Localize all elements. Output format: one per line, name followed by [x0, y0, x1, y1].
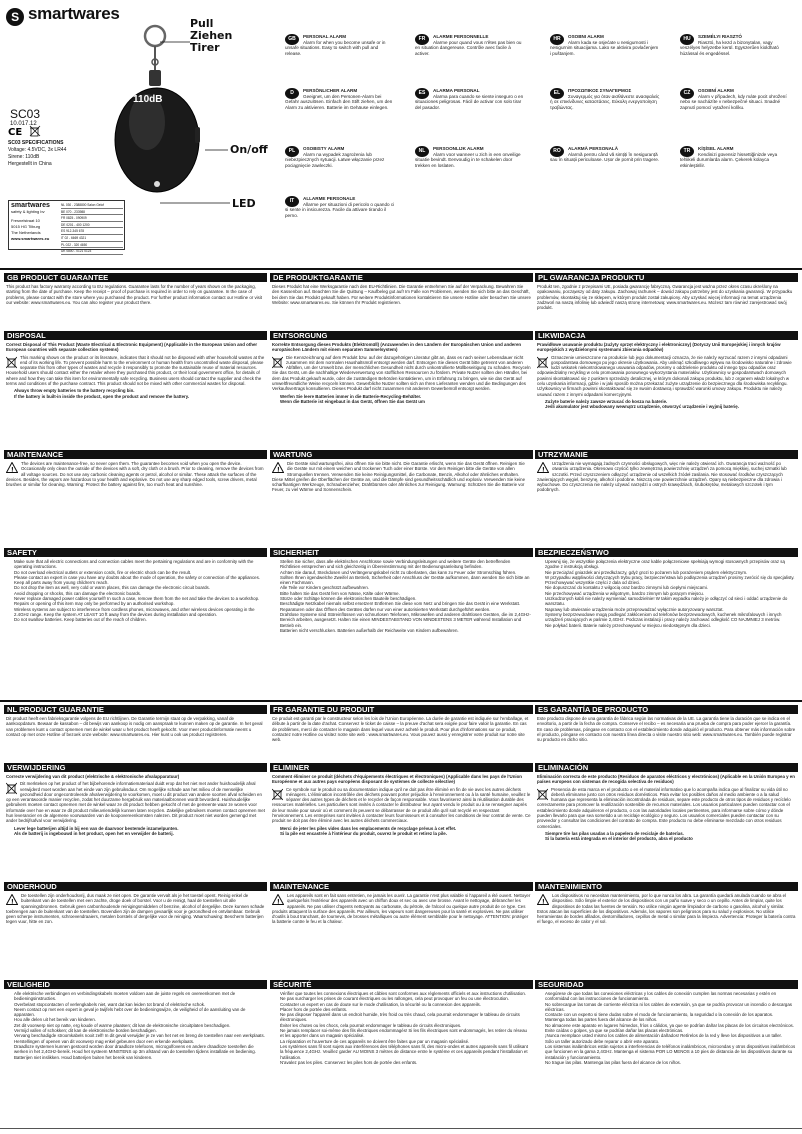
- section-heading: MAINTENANCE: [4, 450, 267, 459]
- warning-icon: [272, 894, 284, 905]
- section-heading: ES GARANTÍA DE PRODUCTO: [535, 705, 798, 714]
- list-item: • Bitte halten Sie das Gerät fern von Nässe, Kälte oder Wärme.: [280, 591, 531, 596]
- section-heading: WARTUNG: [270, 450, 533, 459]
- disposal-bullets: [6, 826, 265, 837]
- decibel-label: 110dB: [133, 94, 163, 105]
- column-de: [270, 273, 533, 698]
- list-item: • Placer hors de portée des enfants.: [280, 1007, 531, 1012]
- svg-text:!: !: [542, 466, 545, 473]
- onoff-label: On/off: [230, 143, 268, 156]
- list-item: • Hou alle delen uit het bereik van kinderen.: [14, 1017, 265, 1022]
- section-heading: SÉCURITÉ: [270, 980, 533, 989]
- list-item: • Neem contact op met een expert in geval je twijfels hebt over de bedieningswijze, de veiligheid of de aansluiting van de apparaten.: [14, 1007, 265, 1018]
- list-item: • Alle Teile vor Kindern geschützt aufbewahren.: [280, 585, 531, 590]
- section-heading: ELIMINER: [270, 763, 533, 772]
- svg-text:!: !: [277, 898, 280, 905]
- list-item: • Przechowywać wszystkie części z dala od dzieci.: [545, 580, 796, 585]
- hotline-row: DE 0201 - 400 1200: [61, 222, 123, 229]
- brand-logo: S smartwares: [6, 4, 120, 26]
- list-item: • N'avalez pas les piles. Conservez les piles hors de portée des enfants.: [280, 1060, 531, 1065]
- list-item: • Contacte con un experto si tiene dudas sobre el modo de funcionamiento, la seguridad o la conexión de los aparatos.: [545, 1012, 796, 1017]
- list-item: • Please contact an expert in case you have any doubts about the mode of operation, the safety or connection of the appliances.: [14, 575, 265, 580]
- lang-item-ro: RO ALARMĂ PERSONALĂ Alarmă pentru când vă simțiți în nesiguranță sau în situații periculoase. Ușor de pornit prin tragere.: [550, 146, 660, 163]
- section-heading: ELIMINACIÓN: [535, 763, 798, 772]
- column-pl: [535, 273, 798, 698]
- hotline-row: ES 912-345 678: [61, 228, 123, 235]
- list-item: • Repairs or opening of this item may only be performed by an authorised workshop.: [14, 601, 265, 606]
- language-descriptions: [285, 34, 800, 264]
- list-item: • Achten Sie darauf, Steckdosen und Verlängerungskabel nicht zu überlasten, das kann zu Feuer oder Stromschlag führen.: [280, 570, 531, 575]
- svg-text:CE: CE: [8, 127, 23, 137]
- warning-icon: [6, 462, 18, 473]
- safety-list: [537, 991, 796, 1065]
- section-heading: MAINTENANCE: [270, 882, 533, 891]
- list-item: • Si la batería está integrada en el interior del producto, abra el producto: [545, 836, 796, 841]
- disposal-bullets: [272, 394, 531, 405]
- warning-icon: [537, 462, 549, 473]
- wheelie-bin-icon: [272, 788, 283, 801]
- lang-item-de: D PERSÖNLICHER ALARM Geeignet, um den Personen-Alarm bei Gefahr auszulösen. Einfach den Stift ziehen, um den Alarm zu aktivieren. Batterie im Gehäuse einlegen.: [285, 88, 393, 110]
- section-heading: DE PRODUKTGARANTIE: [270, 273, 533, 282]
- list-item: • Do not overload electrical outlets or extension cords, fire or electric shock can be the result.: [14, 570, 265, 575]
- safety-list: [6, 991, 265, 1060]
- section-heading: UTRZYMANIE: [535, 450, 798, 459]
- hotline-row: IT 02 - 6669 4321: [61, 235, 123, 242]
- section-heading: GB PRODUCT GUARANTEE: [4, 273, 267, 282]
- section-heading: ONDERHOUD: [4, 882, 267, 891]
- list-item: • Vervang beschadigde stroomkabels nooit zelf! In dit geval verwijder je ze van het net en breng de toestellen naar een werkplaats.: [14, 1033, 265, 1038]
- model-code: 10.017.12: [10, 121, 37, 127]
- list-item: • Batterijen niet inslikken. Houd batterijen buiten het bereik van kinderen.: [14, 1055, 265, 1060]
- list-item: • Keep all parts away from young children's reach.: [14, 580, 265, 585]
- list-item: • Vérifier que toutes les connexions électriques et câbles sont conformes aux règlements officiels et aux instructions d'utilisation.: [280, 991, 531, 996]
- list-item: • Always throw empty batteries to the battery recycling bin.: [14, 388, 265, 393]
- warning-icon: [537, 894, 549, 905]
- disposal-bullets: [537, 399, 796, 410]
- hotline-row: PL 022 - 320 4650: [61, 242, 123, 249]
- divider: [0, 1128, 802, 1129]
- section-heading: BEZPIECZEŃSTWO: [535, 548, 798, 557]
- list-item: • Make sure that all electric connections and connection cables meet the pertaining regulations and are in conformity with the operating instructions.: [14, 559, 265, 570]
- list-item: • Batterien nicht verschlucken. Batterien außerhalb der Reichweite von Kindern aufbewahren.: [280, 628, 531, 633]
- list-item: • Herstellingen of openen van dit voorwerp mag enkel gebeuren door een erkende werkplaats.: [14, 1039, 265, 1044]
- list-item: • Sollten Ihnen irgendwelche Zweifel an Betrieb, Sicherheit oder Anschluss der Geräte aufkommen, dann wenden Sie sich bitte an einen Fachmann.: [280, 575, 531, 586]
- list-item: • Als de batterij is ingebouwd in het product, open het en verwijder de batterij.: [14, 831, 265, 836]
- list-item: • Beschädigte Netzkabel niemals selbst ersetzen! Entfernen Sie diese vom Netz und bringen Sie das Gerät in eine Werkstatt.: [280, 601, 531, 606]
- list-item: • Drahtlose Systeme sind Störeinflüssen von schnurlosen Telefonen, Mikrowellen und anderen drahtlosen Geräten, die im 2,4GHz-Bereich arbeiten, ausgesetzt. Halten Sie einen MINDESTABSTAND VON MINDESTENS 3 METER während Installation und Betrieb ein.: [280, 612, 531, 628]
- list-item: • Zużyte baterie należy zawsze wrzucać do kosza na baterie.: [545, 399, 796, 404]
- disposal-text: This marking shown on the product or its literature, indicates that it should not be disposed with other household wastes at the end of its working life. To prevent possible harm to the environment or human health from uncontrolled waste disposal, please separate this from other types of wastes and recycle it responsibly to promote the sustainable reuse of material resources. Household users should contact either the retailer where they purchased this product, or their local government office, for details of where and how they can take this item for environmentally safe recycling. Business users should contact the supplier and check the terms and conditions of the purchase contract. This product should not be mixed with other commercial wastes for disposal.: [6, 354, 265, 387]
- warning-icon: [272, 462, 284, 473]
- list-item: • Reparaturen oder das Öffnen des Gerätes dürfen nur von einer autorisierten Werkstatt durchgeführt werden.: [280, 607, 531, 612]
- section-heading: SICHERHEIT: [270, 548, 533, 557]
- disposal-subtitle: Correcte verwijdering van dit product (elektrische & elektronische afvalapparatuur): [6, 774, 180, 779]
- hotline-row: UK 0800 - 0121 0123: [61, 248, 123, 255]
- disposal-bullets: [272, 826, 531, 837]
- list-item: • Ne jamais remplacer soi-même des fils électriques endommagés! Si les fils électriques sont endommagés, les retirer du réseau et les apporter dans un magasin spécialisé.: [280, 1028, 531, 1039]
- maintenance-text: De toestellen zijn onderhoudsvrij, dus maak ze niet open. De garantie vervalt als je het toestel opent. Reinig enkel de buitenkant van de toestellen met een zachte, droge doek of borstel. Voor u de reinigt, haal de toestellen uit alle spanningsbronnen. Gebruik geen carbonhoudende reinigingsmiddelen of benzine, alcohol of dergelijke. Deze kunnen schade toebrengen aan de buitenkant van de toestellen. Bovendien zijn de dampen gevaarlijk voor je gezondheid en ontvlambaar. Gebruik geen scherpe instrumenten, schroevendraaiers, metalen borstels of dergelijke voor de reiniging. Waarschuwing: Bescherm batterijen tegen vuur, hitte en zon.: [6, 893, 265, 925]
- disposal-text: Presencia de esta marca en el producto o en el material informativo que lo acompaña indica que al finalizar su vida útil no deberá eliminarse junto con otros residuos domésticos. Para evitar los posibles daños al medio ambiente o a la salud humana que representa la eliminación incontrolada de residuos, separe este producto de otros tipos de residuos y recíclelo correctamente para promover la reutilización sostenible de recursos materiales. Los usuarios particulares pueden contactar con el establecimiento donde adquirieron el producto, o con las autoridades locales pertinentes, para informarse sobre cómo y dónde pueden llevarlo para que sea sometido a un reciclaje ecológico y seguro. Los usuarios comerciales pueden contactar con su proveedor y consultar las condiciones del contrato de compra. Este producto no debe eliminarse mezclado con otros residuos comerciales.: [537, 786, 791, 829]
- column-fr: [270, 705, 533, 1125]
- disposal-text: Dit merkteken op het product of het bijbehorende informatiemateriaal duidt erop dat het niet met ander huishoudelijk afval verwijderd moet worden aan het einde van zijn gebruiksduur. Om mogelijke schade aan het milieu of de menselijke gezondheid door ongecontroleerde afvalverwijdering te voorkomen, moet u dit product van andere soorten afval scheiden en op een verantwoorde manier recyclen, zodat het duurzame hergebruik van materiaalbronnen wordt bevorderd. Huishoudelijke gebruikers moeten contact opnemen met de winkel waar ze dit product hebben gekocht of met de gemeente waar ze wonen voor informatie over hoe en waar ze dit product milieuvriendelijk kunnen laten recyclen. Zakelijke gebruikers moeten contact opnemen met hun leverancier en de algemene voorwaarden van de koopovereenkomsten nalezen. Dit product moet niet worden gemengd met ander bedrijfsafval voor verwijdering.: [6, 781, 265, 824]
- divider: [0, 700, 802, 702]
- list-item: • No sobrecargue las tomas de corriente eléctrica ni los cables de extensión, ya que se podría provocar un incendio o descargas eléctricas.: [545, 1002, 796, 1013]
- svg-text:!: !: [11, 898, 14, 905]
- model-number: SC03: [10, 107, 41, 121]
- list-item: • Alle elektrische verbindingen en verbindingskabels moeten voldoen aan de juiste regels en overeenkomen met de bedieningsinstructies.: [14, 991, 265, 1002]
- maintenance-text: Urządzenia nie wymagają żadnych czynności obsługowych, więc nie należy otwierać ich. Gwarancja traci ważność po otwarciu urządzenia. Okresowo czyścić tylko zewnętrzną powierzchnię urządzeń za pomocą miękkiej, suchej szmatki lub szczotki. Przed czyszczeniem odłączyć urządzenie od wszelkich źródeł zasilania. Nie stosować środków czyszczących zawierających węgiel, benzynę, alkohol i podobne. Niszczą one powierzchnie urządzeń. Opary są niebezpieczne dla zdrowia i wybuchowe. Do czyszczenia nie należy używać narzędzi o ostrych krawędziach, śrubokrętów, metalowych szczotek i tym podobnych.: [537, 461, 787, 493]
- list-item: • Werfen Sie leere Batterien immer in die Batterie-Recycling-Behälter.: [280, 394, 531, 399]
- wheelie-bin-icon: [6, 356, 17, 369]
- list-item: • Wenn die Batterie ist eingebaut in das Gerät, öffnen Sie das Gerät um: [280, 399, 531, 404]
- company-name: smartwares safety & lighting bv Fresnelstraat 10 5015 HG Tilburg The Netherlands www.smartwares.eu: [11, 202, 50, 241]
- safety-list: [272, 559, 531, 633]
- maintenance-text: Les appareils sont en fait sans entretien, ne jamais les ouvrir. La garantie n'est plus valable si l'appareil a été ouvert. Nettoyer quelquefois l'extérieur des appareils avec un chiffon doux et sec ou avec une brosse. Avant le nettoyage, débrancher les appareils. Ne pas utiliser d'agents nettoyants au carbonate, du pétrole, de l'alcool ou quelque autre produit de ce type. Ces produits attaquent la surface des appareils. Par ailleurs, les vapeurs sont dangereuses pour la santé et explosives. Ne pas utiliser d'outils à bout tranchant, de tournevis, de brosses métalliques ou autre élément semblable pour le nettoyage. ATTENTION: protéger la batterie contre le feu et la chaleur.: [272, 893, 531, 925]
- wheelie-bin-icon: [537, 788, 548, 801]
- list-item: • Uszkodzonych kabli nie należy wymieniać samodzielnie! W takim wypadku należy je odłączyć od sieci i oddać urządzenie do warsztatu.: [545, 596, 796, 607]
- lang-item-tr: TR KİŞİSEL ALARM Kendinizi güvensiz hissettiğinizde veya tehlikeli durumlarda alarm. Çekerek kolayca etkinleştirilir.: [680, 146, 778, 168]
- led-label: LED: [232, 197, 256, 210]
- list-item: • Les systèmes sans fil sont sujets aux interférences des téléphones sans fil, des micro-ondes et autres appareils sans fil utilisant la fréquence 2,4GHz. Veuillez garder AU MOINS 3 mètres de distance entre le système et ces appareils pendant l'installation et l'utilisation.: [280, 1044, 531, 1060]
- section-heading: VEILIGHEID: [4, 980, 267, 989]
- lang-item-el: EL ΠΡΟΣΩΠΙΚΟΣ ΣΥΝΑΓΕΡΜΟΣ Συναγερμός για όταν αισθάνεστε ανασφαλείς ή σε επικίνδυνες καταστάσεις. Εύκολη ενεργοποίηση τραβώντας.: [550, 88, 660, 110]
- list-item: • No trague las pilas. Mantenga las pilas fuera del alcance de los niños.: [545, 1060, 796, 1065]
- disposal-text: Ce symbole sur le produit ou sa documentation indique qu'il ne doit pas être éliminé en fin de vie avec les autres déchets ménagers. L'élimination incontrôlée des déchets pouvant porter préjudice à l'environnement ou à la santé humaine, veuillez le séparer des autres types de déchets et le recycler de façon responsable. Vous favoriserez ainsi la réutilisation durable des ressources matérielles. Les particuliers sont invités à contacter le distributeur leur ayant vendu le produit ou à se renseigner auprès de leur mairie pour savoir où et comment ils peuvent se débarrasser de ce produit afin qu'il soit recyclé en respectant l'environnement. Les entreprises sont invitées à contacter leurs fournisseurs et à consulter les conditions de leur contrat de vente. Ce produit ne doit pas être éliminé avec les autres déchets commerciaux.: [272, 786, 531, 824]
- list-item: • Lever lege batterijen altijd in bij een van de daarvoor bestemde inzamelpunten.: [14, 826, 265, 831]
- guarantee-text: Ce produit est garanti par le constructeur selon les lois de l'Union Européenne. La durée de garantie est indiquée sur l'emballage, et débute à partir de la date d'achat. Conservez le ticket de caisse – la preuve d'achat sera exigée pour faire valoir la garantie. En cas de problèmes, merci de contacter le magasin dans lequel vous avez acheté le produit. Pour plus d'informations sur ce produit, contactez notre Hotline ou visitez notre site web : www.smartwares.eu. Vous pouvez aussi y enregistrer votre produit sur notre site web.: [272, 716, 529, 743]
- list-item: • Systemy bezprzewodowe mogą podlegać zakłóceniom od telefonów bezprzewodowych, kuchenek mikrofalowych i innych urządzeń pracujących w paśmie 2,4GHz. Podczas instalacji i pracy należy zachować odległość CO NAJMNIEJ 3 metrów.: [545, 612, 796, 623]
- safety-list: [272, 991, 531, 1065]
- list-item: • Upewnij się, że wszystkie połączenia elektryczne oraz kable połączeniowe spełniają wymogi stosownych przepisów oraz są zgodne z instrukcją obsługi.: [545, 559, 796, 570]
- column-nl: [4, 705, 267, 1125]
- lang-item-hr: HR OSOBNI ALARM Alarm kada se osjećate u nesigurnosti i nesigurnim situacijama. Lako se aktivira povlačenjem i puštanjem.: [550, 34, 659, 56]
- section-heading: DISPOSAL: [4, 331, 267, 340]
- specs-title: SC03 SPECIFICATIONS: [8, 140, 64, 146]
- list-item: • Mantenga todas las partes fuera del alcance de los niños.: [545, 1017, 796, 1022]
- list-item: • Merci de jeter les piles vides dans les emplacements de recyclage prévus à cet effet.: [280, 826, 531, 831]
- maintenance-text: The devices are maintenance-free, so never open them. The guarantee becomes void when you open the device. Occasionally only clean the outside of the devices with a soft, dry cloth or a brush. Prior to cleaning, remove the devices from all voltage sources. Do not use any carbonic cleaning agents or petrol, alcohol or similar. These attack the surfaces of the devices. Besides, the vapors are hazardous to your health and explosive. Do not use any sharp edged tools, screw drivers, metal brushes or similar for cleaning. Warning: Protect the battery against fire, too much heat and sunshine.: [6, 461, 264, 488]
- brand-mark-icon: S: [6, 8, 24, 26]
- list-item: • Ne pas surcharger les prises de courant électriques ou les rallonges, cela peut provoquer un feu ou une électrocution.: [280, 996, 531, 1001]
- svg-text:!: !: [542, 898, 545, 905]
- list-item: • Si la pile est encastrée à l'intérieur du produit, ouvrez le produit et retirez la pile.: [280, 831, 531, 836]
- list-item: • Stellen Sie sicher, dass alle elektrischen Anschlüsse sowie Verbindungsleitungen und weitere Geräte den betreffenden Richtlinien entsprechen und sich gleichzeitig in Übereinstimmung mit der Bedienungsanleitung befinden.: [280, 559, 531, 570]
- list-item: • Overbelast stopcontacten of verlengkabels niet, want dat kan leiden tot brand of elektrische schok.: [14, 1002, 265, 1007]
- list-item: • Do not drop the item as well, very cold or warm places, this can damage the electronic circuit boards.: [14, 585, 265, 590]
- divider: [0, 268, 802, 270]
- disposal-bullets: [6, 388, 265, 399]
- list-item: • Wireless systems are subject to interference from cordless phones, microwaves, and other wireless devices operating in the 2.4GHz range. Keep the system AT LEAST 10 ft away from the devices during installation and operation.: [14, 607, 265, 618]
- spec-voltage: Voltage: 4.5VDC, 3x LR44: [8, 147, 67, 153]
- spec-sirene: Sirene: 110dB: [8, 154, 40, 160]
- pull-label: Pull Ziehen Tirer: [190, 17, 233, 54]
- list-item: • No almacene este aparato en lugares húmedos, fríos o cálidos, ya que se podrían dañar las placas de los circuitos electrónicos.: [545, 1023, 796, 1028]
- maintenance-text: Die Geräte sind wartungsfrei, also öffnen Sie sie bitte nicht. Die Garantie erlischt, wenn Sie das Gerät öffnen. Reinigen Sie die Geräte nur mit einem weichen und trockenen Tuch oder einer Bürste. Vor dem Reinigen bitte die Geräte von allen Stromquellen trennen. Verwenden Sie keine Reinigungsmittel, die Carbonate, Benzin, Alkohol oder ähnliches enthalten. Diese Mittel greifen die Oberflächen der Geräte an, und die Dämpfe sind gesundheitsschädlich und explosiv. Verwenden Sie keine scharfkantigen Werkzeuge, Schraubenzieher, Drahtbürsten oder ähnliches zur Reinigung. Warnung: Schützen Sie die Batterie vor Feuer, zu viel Wärme und Sonnenschein.: [272, 461, 526, 493]
- svg-text:!: !: [277, 466, 280, 473]
- list-item: • Stürze oder Schläge können die elektronischen Bauteile beschädigen.: [280, 596, 531, 601]
- wheelie-bin-icon: [537, 356, 548, 369]
- list-item: • Do not swallow batteries. Keep batteries out of the reach of children.: [14, 617, 265, 622]
- section-heading: SAFETY: [4, 548, 267, 557]
- lang-item-pl: PL OSOBISTY ALARM Alarm na wypadek zagrożenia lub niebezpiecznych sytuacji. Łatwe włączanie przez pociągnięcie zawleczki.: [285, 146, 385, 168]
- list-item: • W przypadku wątpliwości dotyczących trybu pracy, bezpieczeństwa lub podłączenia urządzeń prosimy zwrócić się do specjalisty.: [545, 575, 796, 580]
- lang-item-cz: CZ OSOBNÍ ALARM Alarm v případech, kdy máte pocit ohrožení nebo se nacházíte v nebezpečné situaci. Snadné zapnutí pomocí vytažení kolíku.: [680, 88, 787, 110]
- disposal-subtitle: Comment éliminer ce produit (déchets d'équipements électriques et électroniques) (Applicable dans les pays de l'Union Européenne et aux autres pays européens disposant de systèmes de collecte sélective): [272, 774, 522, 785]
- safety-list: [6, 559, 265, 623]
- list-item: • Vermijd vallen of schokken; dit kan de elektronische borden beschadigen.: [14, 1028, 265, 1033]
- list-item: • Nie przeciążać gniazdek ani przedłużaczy, gdyż grozi to pożarem lub porażeniem prądem elektrycznym.: [545, 570, 796, 575]
- list-item: • Never replace damaged power cables yourself! In such a case, remove them from the net and take the devices to a workshop.: [14, 596, 265, 601]
- hotline-row: FR 0825 - 090909: [61, 215, 123, 222]
- lang-item-it: IT ALLARME PERSONALE Allarme per situazioni di pericolo o quando ci si sente in insicurezza. Facile da attivare tirando il perno.: [285, 196, 395, 218]
- maintenance-text: Los dispositivos no necesitan mantenimiento, por lo que nunca los abra. La garantía quedará anulada cuando se abra el dispositivo. Sólo limpie el exterior de los dispositivos con un paño suave y seco o un cepillo. Antes de limpiar, quite los dispositivos de todas las fuentes de tensión. No utilice ningún agente limpiador de carbono o gasolina, alcohol y similar. Estos atacan las superficies de los dispositivos. Además, los vapores son peligrosos para su salud y explosivos. No utilice herramientas de bordes afilados, destornilladores, cepillos de metal o similar para la limpieza. Advertencia: Proteger la batería contra el fuego, el exceso de calor y el sol.: [537, 893, 796, 925]
- disposal-subtitle: Korrekte Entsorgung dieses Produkts (Elektromüll) (Anzuwenden in den Ländern der Europäischen Union und anderen europäischen Ländern mit einem separaten Sammelsystem): [272, 342, 522, 353]
- list-item: • If the battery is built-in inside the product, open the product and remove the battery.: [14, 394, 265, 399]
- list-item: • Asegúrese de que todas las conexiones eléctricas y los cables de conexión cumplen las normas necesarias y estén en conformidad con las instrucciones de funcionamiento.: [545, 991, 796, 1002]
- list-item: • La réparation et l'ouverture de ces appareils ne doivent être faites que par un magasin spécialisé.: [280, 1039, 531, 1044]
- list-item: • ¡Nunca reemplace usted mismo los cables de alimentación dañados! Retírelos de la red y lleve los dispositivos a un taller.: [545, 1033, 796, 1038]
- disposal-subtitle: Correct Disposal of This Product (Waste Electrical & Electronic Equipment) (Applicable in the European Union and other European countries with separate collection systems): [6, 342, 258, 353]
- guarantee-text: Dieses Produkt hat eine Werksgarantie nach den EU-Richtlinien. Die Garantie entnehmen Sie auf der Verpackung. Bewahren Sie den Kassenbon auf. Beachten Sie die Quittung – Kaufbeleg gut auf! Im Falle von Problemen, wenden Sie sich bitte an das Geschäft, bei dem Sie das Produkt gekauft haben. Für weitere Produktinformationen kontaktieren Sie unsere Hotline oder besuchen Sie unsere Website: www.smartwares.eu. Sie können Ihr Produkt registrieren.: [272, 284, 531, 305]
- list-item: • Los sistemas inalámbricos están sujetos a interferencias de teléfonos inalámbricos, microondas y otros dispositivos inalámbricos que funcionen en la gama 2,4GHz. Mantenga el sistema POR LO MENOS a 10 pies de distancia de los dispositivos durante su instalación y funcionamiento.: [545, 1044, 796, 1060]
- section-heading: SEGURIDAD: [535, 980, 798, 989]
- hotline-row: BE 070 - 233988: [61, 209, 123, 216]
- wheelie-bin-icon: [6, 782, 17, 795]
- list-item: • Siempre tire las pilas usadas a la papelera de reciclaje de baterías.: [545, 831, 796, 836]
- section-heading: ENTSORGUNG: [270, 331, 533, 340]
- section-heading: NL PRODUCT GUARANTIE: [4, 705, 267, 714]
- list-item: • Draadloze systemen kunnen gestoord worden door draadloze telefoons, microgolfovens en andere draadloze toestellen die werken in het 2,4GHz-bereik. Houd het systeem MINSTENS op 3m afstand van de toestellen tijdens installatie en bediening.: [14, 1044, 265, 1055]
- list-item: • Jeśli akumulator jest wbudowany wewnątrz urządzenie, otworzyć urządzenie i wyjmij baterię.: [545, 404, 796, 409]
- list-item: • Contacter un expert en cas de doute sur le mode d'utilisation, la sécurité ou la connexion des appareils.: [280, 1002, 531, 1007]
- svg-text:!: !: [11, 466, 14, 473]
- lang-item-hu: HU SZEMÉLYI RIASZTÓ Riasztó, ha kezd a bizonytalan, vagy veszélyes helyzetbe kerül. Egyszerűen kioldható húzással és engedéssel.: [680, 34, 779, 56]
- warning-icon: [6, 894, 18, 905]
- guarantee-text: Este producto dispone de una garantía de fábrica según las normativas de la UE. La garantía tiene la duración que se indica en el envoltorio, a partir de la fecha de compra. Conserve el recibo – es necesaria una prueba de compra para poder ejercer la garantía. En caso de problemas, póngase en contacto con el establecimiento donde adquirió el producto. Para obtener más información sobre el producto, póngase en contacto con nuestra línea directa o visite nuestro sitio web: www.smartwares.eu. También puede registrar su producto en dicho sitio.: [537, 716, 796, 743]
- disposal-text: Die Kennzeichnung auf dem Produkt bzw. auf der dazugehörigen Literatur gibt an, dass es nach seiner Lebensdauer nicht zusammen mit dem normalen Haushaltsmüll entsorgt werden darf. Entsorgen Sie dieses Gerät bitte getrennt von anderen Abfällen, um der Umwelt bzw. der menschlichen Gesundheit nicht durch unkontrollierte Müllbeseitigung zu schaden. Recyceln Sie das Gerät, um die nachhaltige Wiederverwertung von stofflichen Ressourcen zu fördern. Private Nutzer sollten den Händler, bei dem das Produkt gekauft wurde, oder die zuständigen Behörden kontaktieren, um in Erfahrung zu bringen, wie sie das Gerät auf umweltfreundliche Weise recyceln können. Gewerbliche Nutzer sollten sich an Ihren Lieferanten wenden und die Bedingungen des Verkaufsvertrags konsultieren. Dieses Produkt darf nicht zusammen mit anderem Gewerbemüll entsorgt werden.: [272, 354, 531, 392]
- lang-item-nl: NL PERSOONLIJK ALARM Alarm voor wanneer u zich in een onveilige situatie bevindt. Eenvoudig in te schakelen door trekken en loslaten.: [415, 146, 521, 168]
- disposal-bullets: [537, 831, 796, 842]
- list-item: • Nie dopuszczać do kontaktu z wilgocią oraz bardzo zimnymi lub ciepłymi miejscami.: [545, 585, 796, 590]
- disposal-subtitle: Prawidłowe usuwanie produktu (zużyty sprzęt elektryczny i elektroniczny) (Dotyczy Unii Europejskiej i innych krajów europejskich z wydzielonymi systemami zbierania odpadów): [537, 342, 781, 353]
- section-heading: FR GARANTIE DU PRODUIT: [270, 705, 533, 714]
- guarantee-text: This product has factory warranty according to EU regulations. Guarantee lasts for the number of years shown on the packaging, starting from the date of purchase. Keep the receipt – proof of purchase is required in order to rely on guarantee. In the case of problems, please contact with the store where you purchased the product. For further product information contact our Hotline or visit our website: www.smartwares.eu. You can also register your product there.: [6, 284, 263, 305]
- specifications: [8, 140, 66, 168]
- section-heading: LIKWIDACJA: [535, 331, 798, 340]
- guarantee-text: Dit product heeft een fabrieksgarantie volgens de EU richtlijnen. De Garantie termijn staat op de verpakking, vanaf de aankoopdatum. Bewaar de kassabon – dit bewijs van aankoop is nodig om aanspraak te kunnen maken op de garantie. In het geval van problemen kunt u contact opnemen met de winkel waar u het product heeft gekocht. Voor meer productinformatie neemt u contact op met onze Hotline of bezoek onze website: www.smartwares.eu. Hier kunt u ook uw product registreren.: [6, 716, 263, 737]
- hotline-row: NL 030 - 2388800 Salon Gelof: [61, 202, 123, 209]
- list-item: • Ne pas disposer l'appareil dans un endroit humide, très froid ou très chaud, cela pourrait endommager le tableau de circuits électroniques.: [280, 1012, 531, 1023]
- section-heading: MANTENIMIENTO: [535, 882, 798, 891]
- list-item: • Sólo un taller autorizado debe reparar o abrir este aparato.: [545, 1039, 796, 1044]
- safety-list: [537, 559, 796, 628]
- list-item: • Naprawy lub otwieranie urządzenia może przeprowadzać wyłącznie autoryzowany warsztat.: [545, 607, 796, 612]
- list-item: • Avoid dropping or shocks, this can damage the electronic boards.: [14, 591, 265, 596]
- list-item: • Zet dit voorwerp niet op natte, erg koude of warme plaatsen; dit kan de elektronische circuitplaten beschadigen.: [14, 1023, 265, 1028]
- guarantee-text: Produkt ten, zgodnie z przepisami UE, posiada gwarancję fabryczną. Gwarancja jest ważna przez okres czasu określony na opakowaniu, począwszy od daty zakupu. Zachowaj rachunek – dowód zakupu potrzebny jest do uzyskania gwarancji. W przypadku problemów, skontaktuj się ze sklepem, w którym produkt został zakupiony. Aby uzyskać więcej informacji na temat urządzenia zadzwoń na naszą infolinię lub odwiedź naszą stronę internetową: www.smartwares.eu. Możesz tam również zarejestrować swój produkt.: [537, 284, 793, 311]
- lang-item-es: ES ALARMA PERSONAL Alarma para cuando se siente inseguro o en situaciones peligrosas. Fácil de activar con solo tirar del pasador.: [415, 88, 524, 110]
- list-item: • Éviter les chutes ou les chocs, cela pourrait endommager le tableau de circuits électroniques.: [280, 1023, 531, 1028]
- section-heading: VERWIJDERING: [4, 763, 267, 772]
- lang-item-gb: GB PERSONAL ALARM Alarm for when you become unsafe or in unsafe situations. Easy to switch with pull and release.: [285, 34, 386, 56]
- disposal-subtitle: Eliminación correcta de este producto (Residuos de aparatos eléctricos y electrónicos) (Aplicable en la Unión Europea y en países europeos con sistemas de recogida selectiva de residuos): [537, 774, 795, 785]
- section-heading: PL GWARANCJA PRODUKTU: [535, 273, 798, 282]
- disposal-text: Oznaczenie umieszczone na produkcie lub jego dokumentacji oznacza, że nie należy wyrzucać razem z innymi odpadami gospodarstwa domowego po jego okresie użytkowania. Aby uniknąć szkodliwego wpływu na środowisko naturalne i zdrowie ludzi wskutek niekontrolowanego usuwania odpadów, prosimy o oddzielenie produktu od innego typu odpadów oraz odpowiedzialny recykling w celu promowania ponownego wykorzystania materiałów. Użytkownicy w gospodarstwach domowych powinni skontaktować się z punktem sprzedaży detalicznej, w którym dokonali zakupu produktu, lub z organem władz lokalnych w celu uzyskania informacji, gdzie i w jaki sposób można przekazać zużyte urządzenie do bezpiecznego dla środowiska recyklingu. Użytkownicy w firmach powinni skontaktować się ze swoim dostawcą i sprawdzić warunki umowy zakupu. Produktu nie należy usuwać razem z innymi odpadami komercyjnymi.: [537, 354, 792, 397]
- list-item: • Evite caídas o golpes, ya que se podrían dañar las placas electrónicas.: [545, 1028, 796, 1033]
- wheelie-bin-icon: [272, 356, 283, 369]
- column-es: [535, 705, 798, 1125]
- column-gb: [4, 273, 267, 698]
- origin-text: Hergestellt in China: [8, 161, 52, 167]
- lang-item-fr: FR ALARME PERSONNELLE Alarme pour quand vous n'êtes pas bien ou en situation dangereuse. Contrôle avec facile à activer.: [415, 34, 522, 56]
- list-item: • Nie połykać baterii. Baterie należy przechowywać w miejscu niedostępnym dla dzieci.: [545, 623, 796, 628]
- list-item: • Nie przechowywać urządzenia w wilgotnym, bardzo zimnym lub gorącym miejscu.: [545, 591, 796, 596]
